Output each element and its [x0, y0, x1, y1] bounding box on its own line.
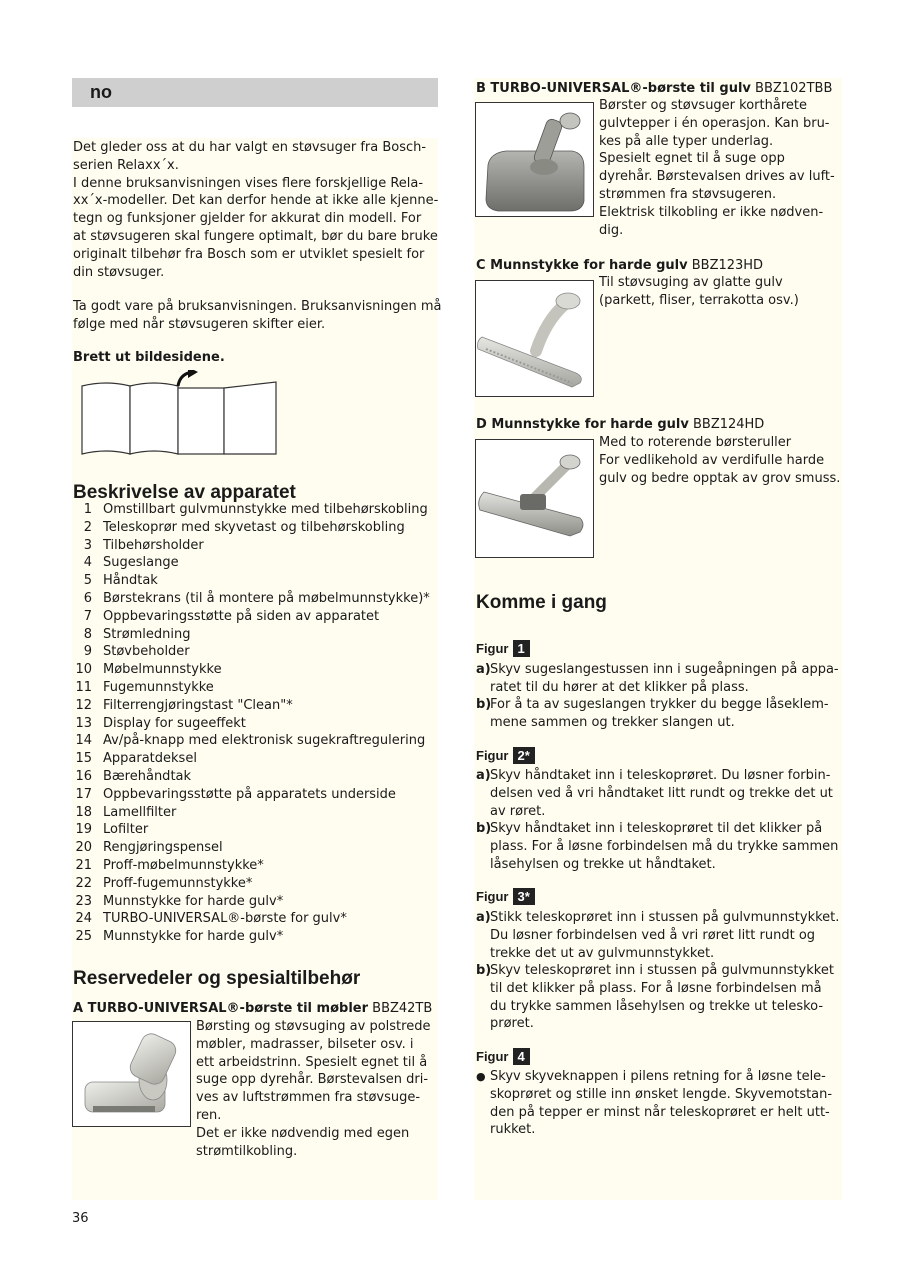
- item-number: 10: [75, 662, 92, 678]
- item-label: Rengjøringspensel: [103, 840, 223, 856]
- figure-word: Figur: [476, 889, 509, 904]
- intro-line: at støvsugeren skal fungere optimalt, bør du bare bruke: [73, 228, 438, 244]
- item-label: Apparatdeksel: [103, 751, 197, 767]
- language-bar: [72, 78, 438, 107]
- spare-c-code: BBZ123HD: [687, 258, 764, 273]
- spare-a-description: [196, 1018, 430, 1160]
- hard-floor-rollers-nozzle-illustration: [476, 440, 593, 557]
- item-number: 25: [75, 929, 92, 945]
- description-list-item: [72, 626, 438, 644]
- item-number: 24: [75, 911, 92, 927]
- step-line: Skyv teleskoprøret inn i stussen på gulvmunnstykket: [490, 963, 834, 978]
- spare-a-line: Børsting og støvsuging av polstrede: [196, 1019, 431, 1034]
- item-number: 7: [83, 608, 92, 624]
- spare-a-name: A TURBO-UNIVERSAL®-børste til møbler: [73, 1001, 369, 1016]
- description-list-item: [72, 732, 438, 750]
- spare-d-title: [476, 416, 764, 434]
- step-line: Stikk teleskoprøret inn i stussen på gulvmunnstykket.: [490, 910, 840, 925]
- item-number: 2: [83, 519, 92, 535]
- intro-line: følge med når støvsugeren skifter eier.: [73, 316, 326, 332]
- spare-a-line: ves av luftstrømmen fra støvsuge-: [196, 1090, 421, 1106]
- figure-4-label: [476, 1048, 530, 1065]
- spare-d-line: For vedlikehold av verdifulle harde: [599, 452, 825, 468]
- spare-d-code: BBZ124HD: [688, 417, 765, 432]
- item-number: 21: [75, 857, 92, 873]
- item-label: Display for sugeeffekt: [103, 715, 246, 731]
- step-line: ratet til du hører at det klikker på plass.: [490, 679, 749, 695]
- spare-a-line: Det er ikke nødvendig med egen: [196, 1125, 410, 1141]
- figure-word: Figur: [476, 1049, 509, 1064]
- step-line: Du løsner forbindelsen ved å vri røret litt rundt og: [490, 927, 816, 943]
- item-number: 18: [75, 804, 92, 820]
- item-label: Håndtak: [103, 573, 158, 589]
- figure-word: Figur: [476, 748, 509, 763]
- figure-1-label: [476, 640, 530, 657]
- step-line: du trykke sammen låsehylsen og trekke ut telesko-: [490, 998, 824, 1014]
- spare-c-title: [476, 257, 763, 275]
- spare-b-code: BBZ102TBB: [750, 81, 833, 96]
- description-list-item: [72, 910, 438, 928]
- description-list-item: [72, 768, 438, 786]
- description-list-item: [72, 643, 438, 661]
- item-label: Børstekrans (til å montere på møbelmunnstykke)*: [103, 590, 430, 606]
- spare-a-line: møbler, madrasser, bilseter osv. i: [196, 1036, 414, 1052]
- step-line: prøret.: [490, 1016, 534, 1032]
- spare-b-image: [475, 102, 594, 217]
- step-line: den på tepper er minst når teleskoprøret er helt utt-: [490, 1104, 830, 1120]
- intro-line: Ta godt vare på bruksanvisningen. Bruksanvisningen må: [73, 299, 442, 314]
- item-label: Oppbevaringsstøtte på apparatets underside: [103, 786, 396, 802]
- figure-4-badge: 4: [513, 1048, 530, 1065]
- booklet-left-page: [82, 383, 130, 454]
- item-number: 23: [75, 893, 92, 909]
- step-line: Skyv skyveknappen i pilens retning for å løsne tele-: [490, 1069, 826, 1084]
- intro-line: I denne bruksanvisningen vises flere forskjellige Rela-: [73, 175, 424, 191]
- spare-a-line: ett arbeidstrinn. Spesielt egnet til å: [196, 1054, 428, 1070]
- step-line: Skyv håndtaket inn i teleskoprøret til det klikker på: [490, 821, 823, 836]
- item-label: Lamellfilter: [103, 804, 177, 820]
- step-line: plass. For å løsne forbindelsen må du trykke sammen: [490, 838, 839, 854]
- item-number: 17: [75, 786, 92, 802]
- spares-heading: Reservedeler og spesialtilbehør: [73, 968, 361, 989]
- step-line: mene sammen og trekker slangen ut.: [490, 714, 735, 730]
- step-line: låsehylsen og trekke ut håndtaket.: [490, 856, 716, 872]
- getting-started-heading: Komme i gang: [476, 592, 607, 613]
- item-number: 1: [83, 502, 92, 517]
- spare-a-code: BBZ42TB: [368, 1001, 433, 1016]
- spare-b-line: Børster og støvsuger korthårete: [599, 98, 807, 113]
- intro-paragraph-1: [73, 139, 438, 281]
- description-list-item: [72, 661, 438, 679]
- description-list-item: [72, 750, 438, 768]
- turbo-floor-brush-illustration: [476, 103, 593, 216]
- spare-c-line: Til støvsuging av glatte gulv: [599, 275, 783, 290]
- description-list-item: [72, 786, 438, 804]
- step-line: til det klikker på plass. For å løsne forbindelsen må: [490, 980, 822, 996]
- item-number: 12: [75, 697, 92, 713]
- description-list-item: [72, 590, 438, 608]
- description-list-item: [72, 839, 438, 857]
- description-list-item: [72, 715, 438, 733]
- item-number: 22: [75, 875, 92, 891]
- spare-b-name: B TURBO-UNIVERSAL®-børste til gulv: [476, 81, 751, 96]
- spare-a-line: suge opp dyrehår. Børstevalsen dri-: [196, 1072, 429, 1088]
- step-label: a): [476, 662, 491, 677]
- item-number: 13: [75, 715, 92, 731]
- description-list-item: [72, 608, 438, 626]
- item-number: 14: [75, 733, 92, 749]
- item-number: 5: [83, 573, 92, 589]
- description-list-item: [72, 875, 438, 893]
- figure-word: Figur: [476, 641, 509, 656]
- item-label: Proff-fugemunnstykke*: [103, 875, 253, 891]
- item-number: 6: [83, 590, 92, 606]
- intro-line: din støvsuger.: [73, 264, 165, 280]
- spare-b-line: Elektrisk tilkobling er ikke nødven-: [599, 204, 824, 220]
- spare-a-image: [72, 1021, 191, 1127]
- description-list-item: [72, 537, 438, 555]
- figure-2-label: [476, 747, 535, 764]
- item-number: 4: [83, 555, 92, 571]
- step-label: a): [476, 910, 491, 925]
- item-label: TURBO-UNIVERSAL®-børste for gulv*: [103, 911, 347, 927]
- item-label: Bærehåndtak: [103, 768, 192, 784]
- item-label: Munnstykke for harde gulv*: [103, 929, 284, 945]
- spare-c-description: [599, 274, 799, 310]
- intro-paragraph-2: [73, 298, 441, 334]
- description-list-item: [72, 893, 438, 911]
- item-number: 16: [75, 768, 92, 784]
- intro-line: xx´x-modeller. Det kan derfor hende at ikke alle kjenne-: [73, 193, 439, 209]
- turbo-furniture-brush-illustration: [73, 1022, 190, 1126]
- spare-d-line: gulv og bedre opptak av grov smuss.: [599, 470, 841, 486]
- item-label: Munnstykke for harde gulv*: [103, 893, 284, 909]
- description-list-item: [72, 928, 438, 946]
- unfold-pages-illustration: [78, 370, 283, 460]
- bullet-icon: ●: [476, 1070, 486, 1083]
- figure-2-badge: 2*: [513, 747, 535, 764]
- spare-c-line: (parkett, fliser, terrakotta osv.): [599, 292, 799, 308]
- intro-line: originalt tilbehør fra Bosch som er utviklet spesielt for: [73, 246, 425, 262]
- description-list-item: [72, 679, 438, 697]
- step-line: For å ta av sugeslangen trykker du begge låseklem-: [490, 697, 829, 712]
- item-number: 11: [75, 679, 92, 695]
- description-heading: Beskrivelse av apparatet: [73, 482, 296, 503]
- item-label: Sugeslange: [103, 555, 179, 571]
- spare-d-description: [599, 434, 840, 487]
- step-label: a): [476, 768, 491, 783]
- spare-c-name: C Munnstykke for harde gulv: [476, 258, 688, 273]
- step-line: rukket.: [490, 1122, 536, 1138]
- intro-line: serien Relaxx´x.: [73, 157, 179, 173]
- step-line: av røret.: [490, 803, 546, 819]
- item-label: Møbelmunnstykke: [103, 662, 222, 678]
- spare-b-line: dyrehår. Børstevalsen drives av luft-: [599, 169, 835, 185]
- intro-line: tegn og funksjoner gjelder for akkurat din modell. For: [73, 211, 422, 227]
- item-label: Lofilter: [103, 822, 149, 838]
- description-list-item: [72, 857, 438, 875]
- figure-3-label: [476, 888, 535, 905]
- spare-a-line: ren.: [196, 1107, 222, 1123]
- item-label: Filterrengjøringstast "Clean"*: [103, 697, 293, 713]
- description-list-item: [72, 554, 438, 572]
- item-label: Omstillbart gulvmunnstykke med tilbehørskobling: [103, 502, 428, 517]
- page-number: 36: [72, 1211, 89, 1226]
- spare-d-line: Med to roterende børsteruller: [599, 435, 792, 450]
- step-line: skoprøret og stille inn ønsket lengde. Skyvemotstan-: [490, 1086, 833, 1102]
- item-number: 9: [83, 644, 92, 660]
- spare-b-description: [599, 97, 835, 239]
- spare-b-line: dig.: [599, 222, 624, 238]
- spare-b-line: strømmen fra støvsugeren.: [599, 186, 777, 202]
- spare-c-image: [475, 280, 594, 397]
- spare-a-title: [73, 1000, 432, 1018]
- spare-b-line: Spesielt egnet til å suge opp: [599, 151, 785, 167]
- item-label: Fugemunnstykke: [103, 679, 214, 695]
- item-number: 15: [75, 751, 92, 767]
- spare-b-title: [476, 80, 832, 98]
- foldout-page-2: [224, 382, 276, 454]
- item-number: 20: [75, 840, 92, 856]
- figure-1-badge: 1: [513, 640, 530, 657]
- spare-a-line: strømtilkobling.: [196, 1143, 298, 1159]
- booklet-middle-page: [130, 383, 178, 454]
- spare-d-name: D Munnstykke for harde gulv: [476, 417, 689, 432]
- step-line: trekke det ut av gulvmunnstykket.: [490, 945, 715, 961]
- item-label: Proff-møbelmunnstykke*: [103, 857, 264, 873]
- step-label: b): [476, 697, 492, 712]
- item-number: 8: [83, 626, 92, 642]
- spare-b-line: kes på alle typer underlag.: [599, 133, 774, 149]
- description-list-item: [72, 519, 438, 537]
- description-list-item: [72, 572, 438, 590]
- description-list-item: [72, 821, 438, 839]
- description-list-item: [72, 804, 438, 822]
- language-tag: no: [90, 82, 112, 102]
- step-line: Skyv sugeslangestussen inn i sugeåpningen på appa-: [490, 662, 839, 677]
- item-label: Av/på-knapp med elektronisk sugekraftregulering: [103, 733, 426, 749]
- item-label: Støvbeholder: [103, 644, 190, 660]
- figure-3-badge: 3*: [513, 888, 535, 905]
- description-list: [72, 501, 438, 946]
- item-number: 3: [83, 537, 92, 553]
- spare-b-line: gulvtepper i én operasjon. Kan bru-: [599, 115, 830, 131]
- step-label: b): [476, 821, 492, 836]
- item-label: Tilbehørsholder: [103, 537, 204, 553]
- item-number: 19: [75, 822, 92, 838]
- unfold-note: Brett ut bildesidene.: [73, 350, 225, 365]
- description-list-item: [72, 501, 438, 519]
- item-label: Oppbevaringsstøtte på siden av apparatet: [103, 608, 380, 624]
- spare-d-image: [475, 439, 594, 558]
- step-line: Skyv håndtaket inn i teleskoprøret. Du løsner forbin-: [490, 768, 831, 783]
- item-label: Strømledning: [103, 626, 191, 642]
- step-label: b): [476, 963, 492, 978]
- foldout-page-1: [178, 388, 224, 454]
- description-list-item: [72, 697, 438, 715]
- hard-floor-nozzle-illustration: [476, 281, 593, 396]
- intro-line: Det gleder oss at du har valgt en støvsuger fra Bosch-: [73, 140, 427, 155]
- item-label: Teleskoprør med skyvetast og tilbehørskobling: [103, 519, 405, 535]
- step-line: delsen ved å vri håndtaket litt rundt og trekke det ut: [490, 785, 833, 801]
